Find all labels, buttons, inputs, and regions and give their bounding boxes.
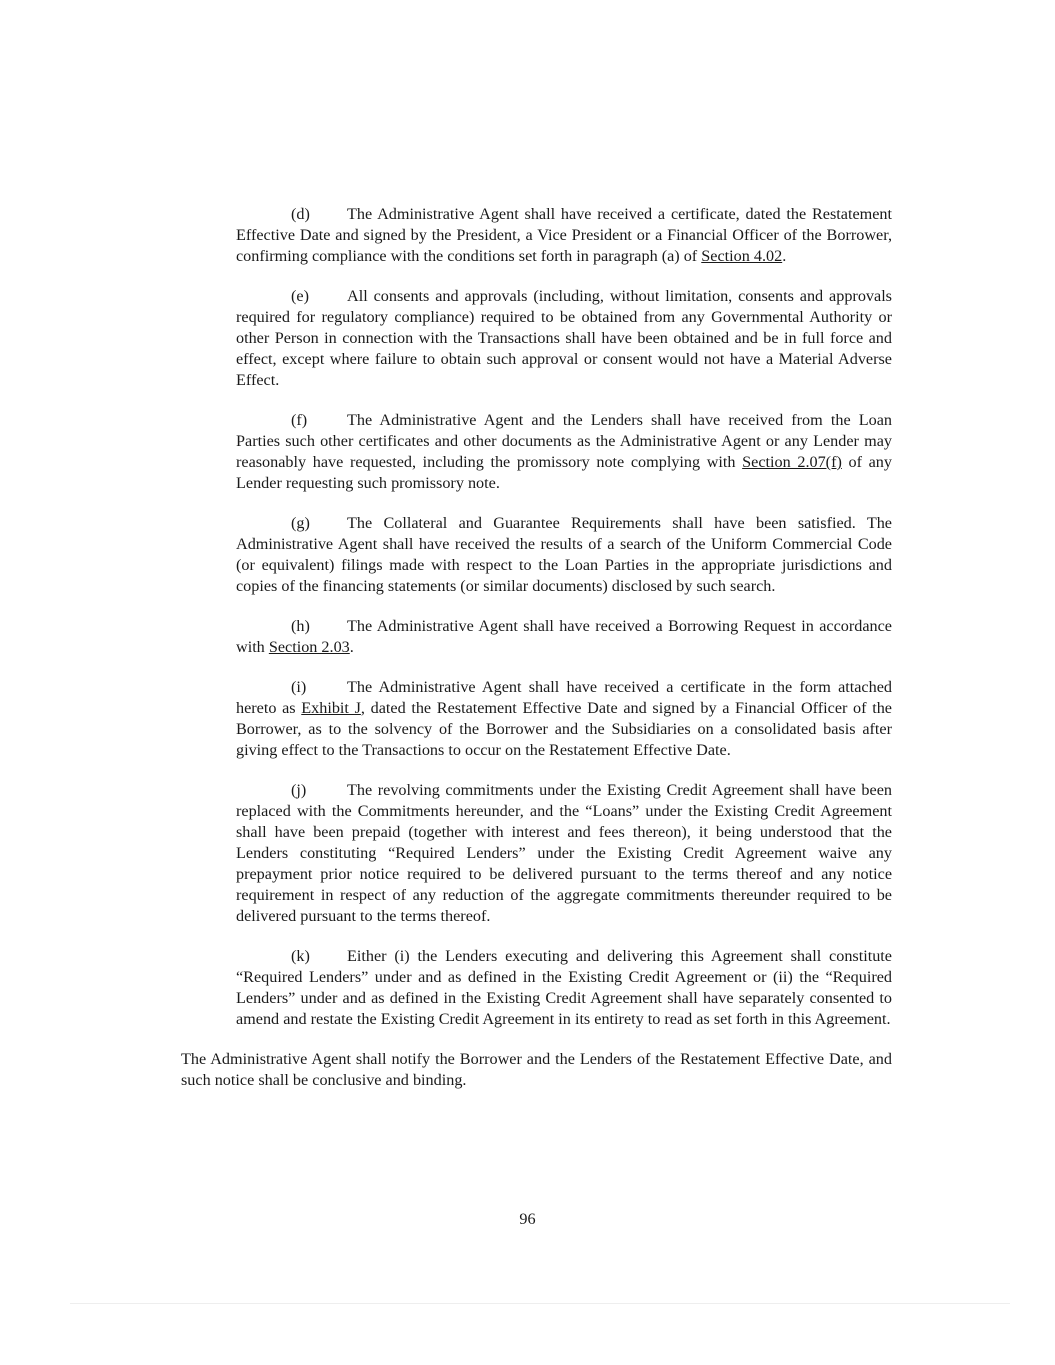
section-reference-link[interactable]: Section 4.02 xyxy=(701,247,783,265)
exhibit-reference-link[interactable]: Exhibit J xyxy=(301,699,361,717)
document-page xyxy=(181,204,892,1091)
paragraph-label: (d) xyxy=(291,205,310,223)
paragraph-text-end: , dated the Restatement Effective Date and signed by a Financial Officer of the Borrower, as to the solvency of the Borrower and the Subsidiaries on a consolidated basis after giving effect to the Transactions to occur on the Restatement Effective Date. xyxy=(236,699,892,759)
paragraph-label: (h) xyxy=(291,617,310,635)
section-reference-link[interactable]: Section 2.03 xyxy=(268,638,350,656)
paragraph-label: (g) xyxy=(291,514,310,532)
paragraph-i xyxy=(181,677,892,761)
paragraph-text: The Administrative Agent and the Lenders shall have received from the Loan Parties such other certificates and other documents as the Administrative Agent or any Lender may reasonably have requested, including the promissory note complying with xyxy=(236,411,892,471)
paragraph-text: All consents and approvals (including, without limitation, consents and approvals required for regulatory compliance) required to be obtained from any Governmental Authority or other Person in connection with the Transactions shall have been obtained and be in full force and effect, except where failure to obtain such approval or consent would not have a Material Adverse Effect. xyxy=(236,287,892,389)
paragraph-g xyxy=(181,513,892,597)
paragraph-text: The revolving commitments under the Existing Credit Agreement shall have been replaced with the Commitments hereunder, and the “Loans” under the Existing Credit Agreement shall have been prepaid (together with interest and fees thereon), it being understood that the Lenders constituting “Required Lenders” under the Existing Credit Agreement waive any prepayment prior notice required to be delivered pursuant to the terms thereof and any notice requirement in respect of any reduction of the aggregate commitments thereunder required to be delivered pursuant to the terms thereof. xyxy=(236,781,892,925)
paragraph-text-end: of any Lender requesting such promissory note. xyxy=(236,453,892,492)
paragraph-f xyxy=(181,410,892,494)
paragraph-text-end: . xyxy=(349,638,354,656)
paragraph-label: (f) xyxy=(291,411,308,429)
paragraph-label: (i) xyxy=(291,678,307,696)
paragraph-text: Either (i) the Lenders executing and delivering this Agreement shall constitute “Required Lenders” under and as defined in the Existing Credit Agreement or (ii) the “Required Lenders” under and as defined in the Existing Credit Agreement shall have separately consented to amend and restate the Existing Credit Agreement in its entirety to read as set forth in this Agreement. xyxy=(236,947,892,1028)
paragraph-text: The Administrative Agent shall have received a certificate in the form attached hereto as xyxy=(236,678,892,717)
footer-divider xyxy=(70,1303,1010,1304)
paragraph-d xyxy=(181,204,892,267)
page-number: 96 xyxy=(519,1210,536,1228)
paragraph-text-end: . xyxy=(782,247,787,265)
paragraph-e xyxy=(181,286,892,391)
paragraph-label: (k) xyxy=(291,947,310,965)
paragraph-text: The Administrative Agent shall have received a certificate, dated the Restatement Effective Date and signed by the President, a Vice President or a Financial Officer of the Borrower, confirming compliance with the conditions set forth in paragraph (a) of xyxy=(236,205,892,265)
paragraph-h xyxy=(181,616,892,658)
paragraph-text: The Collateral and Guarantee Requirements shall have been satisfied. The Administrative Agent shall have received the results of a search of the Uniform Commercial Code (or equivalent) filings made with respect to the Loan Parties in the appropriate jurisdictions and copies of the financing statements (or similar documents) disclosed by such search. xyxy=(236,514,892,595)
section-reference-link[interactable]: Section 2.07(f) xyxy=(742,453,842,471)
closing-paragraph: The Administrative Agent shall notify the Borrower and the Lenders of the Restatement Effective Date, and such notice shall be conclusive and binding. xyxy=(181,1050,892,1089)
paragraph-k xyxy=(181,946,892,1030)
paragraph-label: (e) xyxy=(291,287,309,305)
paragraph-label: (j) xyxy=(291,781,307,799)
paragraph-text: The Administrative Agent shall have received a Borrowing Request in accordance with xyxy=(236,617,892,656)
paragraph-j xyxy=(181,780,892,927)
